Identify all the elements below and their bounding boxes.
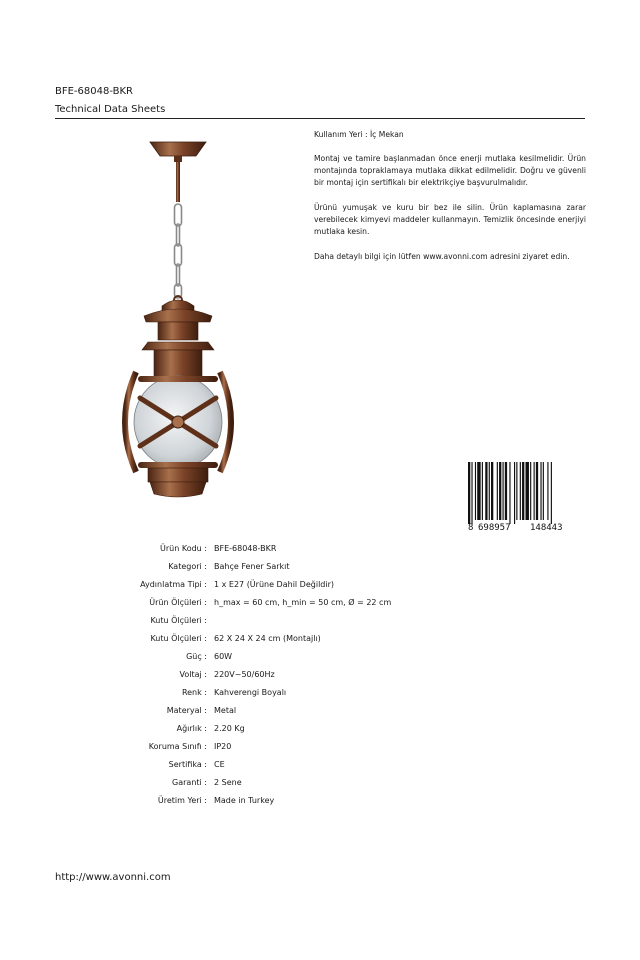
product-image-lantern: [110, 136, 250, 506]
spec-value: Made in Turkey: [214, 796, 275, 805]
document-subtitle: Technical Data Sheets: [55, 104, 166, 115]
spec-value: CE: [214, 760, 225, 769]
spec-label: Kategori :: [168, 562, 207, 571]
spec-label: Üretim Yeri :: [157, 796, 207, 805]
spec-row: [0, 634, 640, 648]
spec-value: BFE-68048-BKR: [214, 544, 277, 553]
spec-label: Renk :: [181, 688, 207, 697]
spec-label: Ürün Kodu :: [160, 544, 207, 553]
barcode-right-digits: 148443: [530, 523, 563, 532]
spec-row: [0, 760, 640, 774]
spec-value: Kahverengi Boyalı: [214, 688, 287, 697]
spec-value: IP20: [214, 742, 232, 751]
spec-row: [0, 724, 640, 738]
spec-row: [0, 778, 640, 792]
spec-value: Bahçe Fener Sarkıt: [214, 562, 290, 571]
barcode: [466, 462, 586, 532]
spec-row: [0, 796, 640, 810]
spec-value: 2 Sene: [214, 778, 242, 787]
more-info-note: Daha detaylı bilgi için lütfen www.avonni.com adresini ziyaret edin.: [314, 252, 570, 261]
spec-label: Aydınlatma Tipi :: [140, 580, 207, 589]
spec-label: Güç :: [186, 652, 207, 661]
spec-label: Ağırlık :: [176, 724, 207, 733]
spec-row: [0, 670, 640, 684]
usage-location: Kullanım Yeri : İç Mekan: [314, 130, 404, 139]
spec-row: [0, 616, 640, 630]
safety-note: Montaj ve tamire başlanmadan önce enerji mutlaka kesilmelidir. Ürün montajında topraklamaya mutlaka dikkat edilmelidir. Doğru ve güvenli bir montaj için sertifikalı bir elektrikçiye başvurulmalıdır.: [314, 154, 586, 187]
spec-value: 1 x E27 (Ürüne Dahil Değildir): [214, 580, 334, 589]
spec-label: Kutu Ölçüleri :: [150, 634, 207, 643]
spec-label: Sertifika :: [168, 760, 207, 769]
barcode-first-digit: 8: [468, 523, 474, 532]
barcode-bars: [468, 462, 552, 524]
product-code-heading: BFE-68048-BKR: [55, 86, 133, 97]
spec-value: 220V~50/60Hz: [214, 670, 275, 679]
spec-label: Koruma Sınıfı :: [148, 742, 207, 751]
spec-row: [0, 580, 640, 594]
spec-label: Garanti :: [172, 778, 207, 787]
website-link[interactable]: http://www.avonni.com: [55, 872, 171, 883]
header-divider: [55, 118, 585, 119]
spec-value: 60W: [214, 652, 233, 661]
spec-row: [0, 562, 640, 576]
spec-label: Materyal :: [166, 706, 207, 715]
spec-row: [0, 688, 640, 702]
spec-value: Metal: [214, 706, 237, 715]
cleaning-note: Ürünü yumuşak ve kuru bir bez ile silin. Ürün kaplamasına zarar verebilecek kimyevi maddeler kullanmayın. Temizlik öncesinde enerjiyi mutlaka kesin.: [314, 203, 586, 236]
spec-label: Ürün Ölçüleri :: [149, 598, 207, 607]
spec-label: Voltaj :: [179, 670, 207, 679]
spec-row: [0, 544, 640, 558]
spec-row: [0, 742, 640, 756]
spec-row: [0, 598, 640, 612]
spec-value: h_max = 60 cm, h_min = 50 cm, Ø = 22 cm: [214, 598, 392, 607]
spec-value: 62 X 24 X 24 cm (Montajlı): [214, 634, 321, 643]
spec-label: Kutu Ölçüleri :: [150, 616, 207, 625]
spec-row: [0, 652, 640, 666]
spec-row: [0, 706, 640, 720]
barcode-left-digits: 698957: [478, 523, 511, 532]
spec-value: 2.20 Kg: [214, 724, 245, 733]
